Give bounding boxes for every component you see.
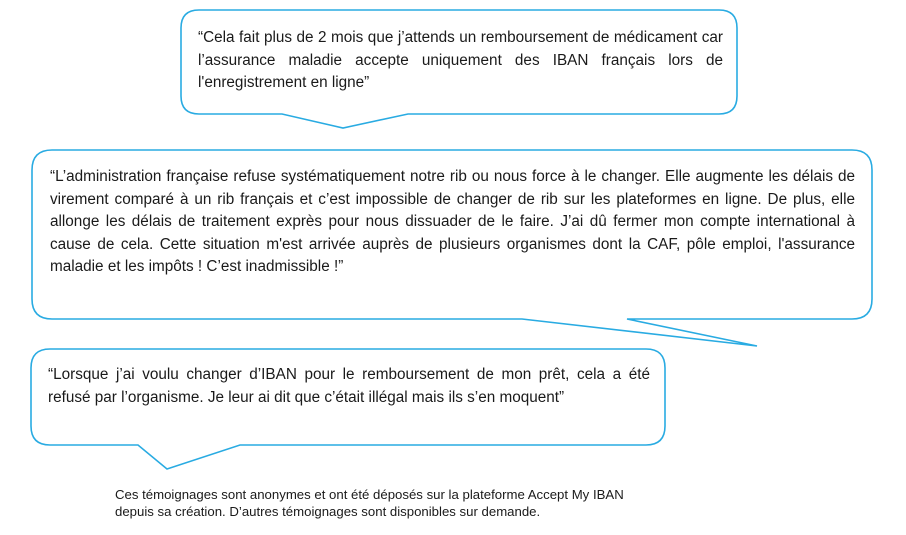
testimonial-quote-2: “L’administration française refuse systématiquement notre rib ou nous force à le changer. Elle augmente les délais de virement comparé à un rib français et c’est impossible de changer de rib sur les plateformes en ligne. De plus, elle allonge les délais de traitement exprès pour nous dissuader de le faire. J’ai dû fermer mon compte international à cause de cela. Cette situation m'est arrivée auprès de plusieurs organismes dont la CAF, pôle emploi, l'assurance maladie et les impôts ! C’est inadmissible !” [50,168,855,275]
footnote-line-2: depuis sa création. D’autres témoignages sont disponibles sur demande. [115,504,541,519]
footnote-line-1: Ces témoignages sont anonymes et ont été déposés sur la plateforme Accept My IBAN [115,487,624,502]
testimonial-quote-3: “Lorsque j’ai voulu changer d’IBAN pour le remboursement de mon prêt, cela a été refusé par l’organisme. Je leur ai dit que c’était illégal mais ils s’en moquent” [48,366,650,406]
testimonial-quote-1: “Cela fait plus de 2 mois que j’attends un remboursement de médicament car l’assurance maladie accepte uniquement des IBAN français lors de l'enregistrement en ligne” [198,29,723,91]
footnote [115,486,775,520]
